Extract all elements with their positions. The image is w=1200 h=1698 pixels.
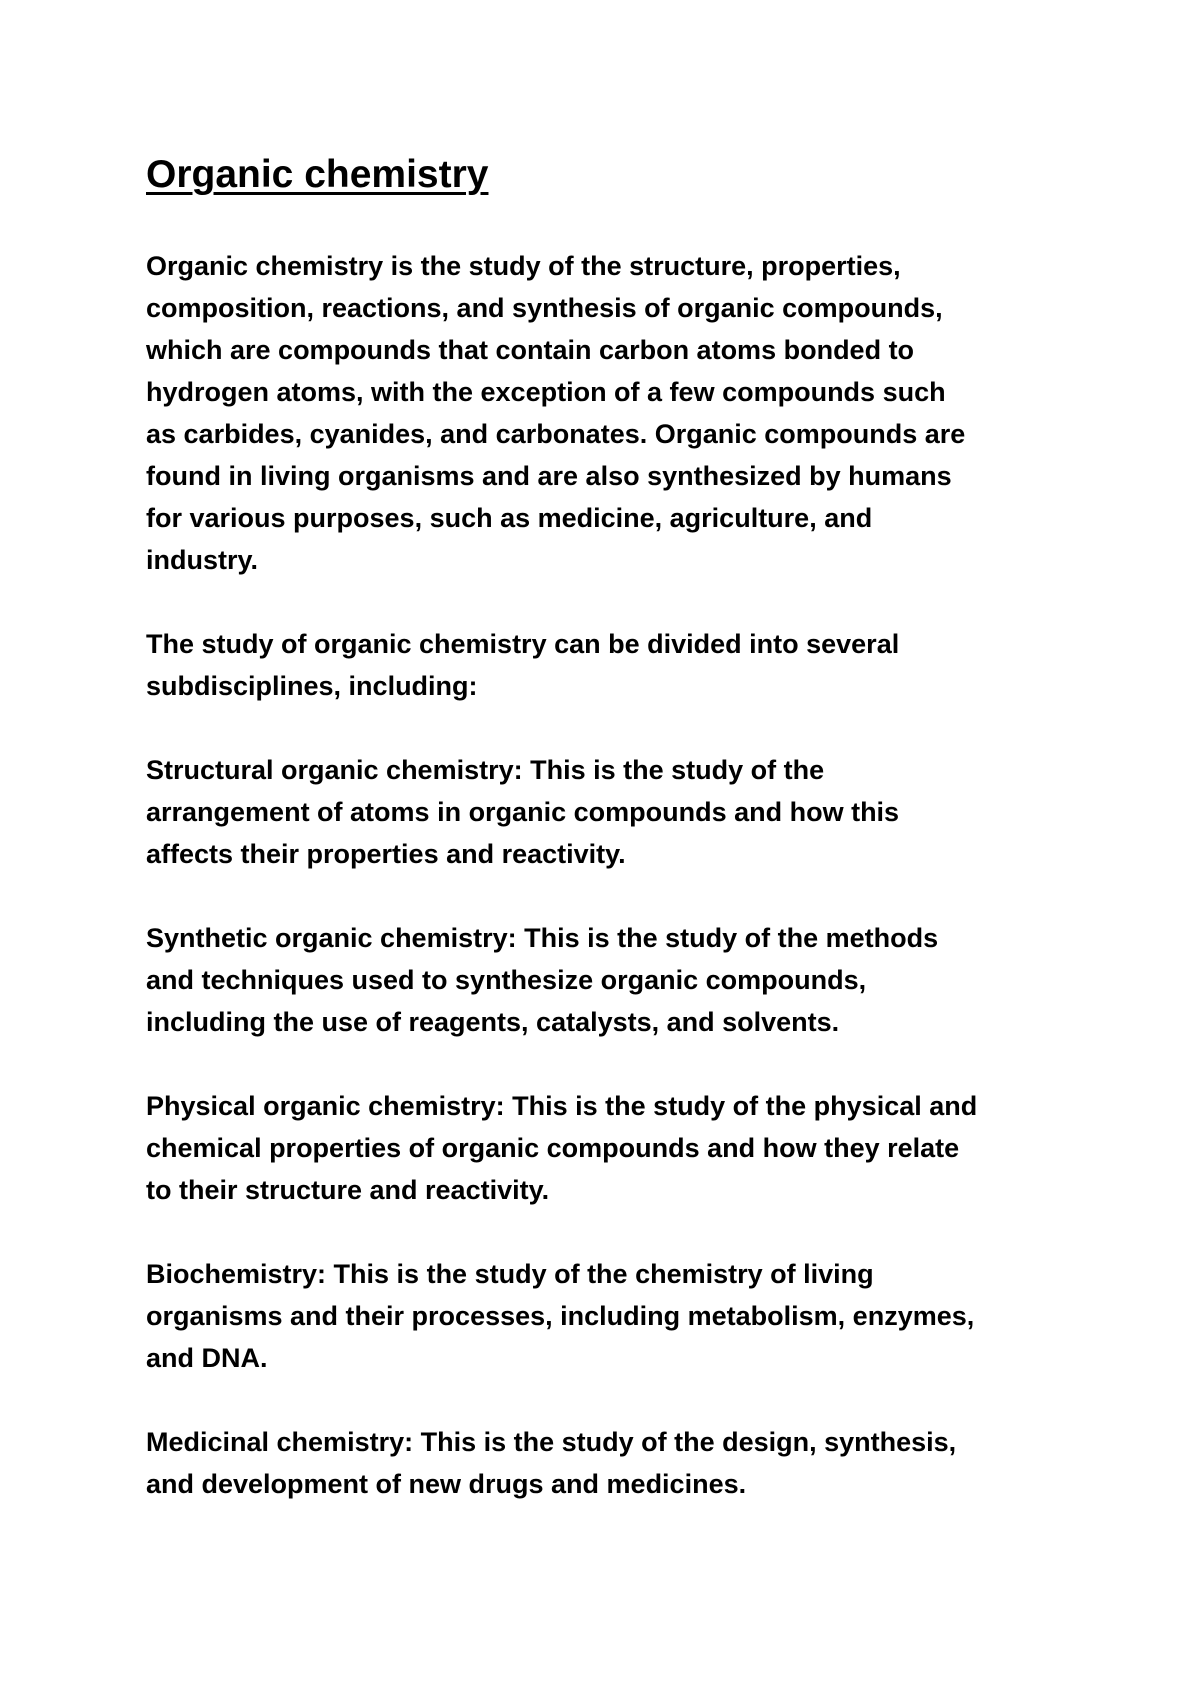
- paragraph-line: including the use of reagents, catalysts, and solvents.: [146, 1007, 840, 1037]
- paragraph-physical: [146, 1085, 1086, 1211]
- paragraph-line: affects their properties and reactivity.: [146, 839, 626, 869]
- paragraph-line: The study of organic chemistry can be divided into several: [146, 629, 900, 659]
- paragraph-line: Structural organic chemistry: This is the study of the: [146, 755, 825, 785]
- paragraph-structural: [146, 749, 1086, 875]
- paragraph-line: Biochemistry: This is the study of the chemistry of living: [146, 1259, 874, 1289]
- paragraph-line: which are compounds that contain carbon atoms bonded to: [146, 335, 915, 365]
- paragraph-subdisciplines-intro: [146, 623, 1086, 707]
- paragraph-line: and DNA.: [146, 1343, 268, 1373]
- paragraph-synthetic: [146, 917, 1086, 1043]
- paragraph-line: found in living organisms and are also synthesized by humans: [146, 461, 952, 491]
- paragraph-line: composition, reactions, and synthesis of organic compounds,: [146, 293, 943, 323]
- paragraph-line: for various purposes, such as medicine, agriculture, and: [146, 503, 873, 533]
- paragraph-line: industry.: [146, 545, 259, 575]
- paragraph-line: hydrogen atoms, with the exception of a few compounds such: [146, 377, 946, 407]
- paragraph-line: Medicinal chemistry: This is the study of the design, synthesis,: [146, 1427, 957, 1457]
- document-title: Organic chemistry: [146, 153, 489, 196]
- paragraph-line: arrangement of atoms in organic compounds and how this: [146, 797, 900, 827]
- paragraph-biochemistry: [146, 1253, 1086, 1379]
- paragraph-line: chemical properties of organic compounds and how they relate: [146, 1133, 960, 1163]
- paragraph-line: to their structure and reactivity.: [146, 1175, 550, 1205]
- paragraph-line: Synthetic organic chemistry: This is the study of the methods: [146, 923, 939, 953]
- paragraph-line: as carbides, cyanides, and carbonates. Organic compounds are: [146, 419, 966, 449]
- paragraph-medicinal: [146, 1421, 1086, 1505]
- paragraph-line: Physical organic chemistry: This is the study of the physical and: [146, 1091, 978, 1121]
- paragraph-line: organisms and their processes, including metabolism, enzymes,: [146, 1301, 975, 1331]
- paragraph-line: subdisciplines, including:: [146, 671, 478, 701]
- paragraph-line: and development of new drugs and medicines.: [146, 1469, 747, 1499]
- document-body: [146, 150, 1086, 1547]
- paragraph-definition: [146, 245, 1086, 581]
- paragraph-line: and techniques used to synthesize organic compounds,: [146, 965, 867, 995]
- paragraph-line: Organic chemistry is the study of the structure, properties,: [146, 251, 901, 281]
